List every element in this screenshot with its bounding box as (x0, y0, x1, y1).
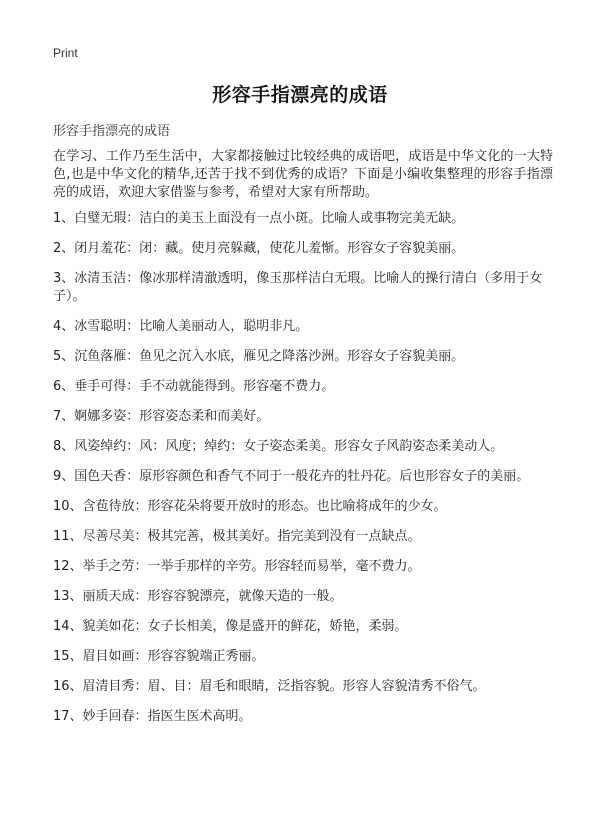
list-item: 13、丽质天成：形容容貌漂亮，就像天造的一般。 (53, 589, 343, 604)
list-item: 9、国色天香：原形容颜色和香气不同于一般花卉的牡丹花。后也形容女子的美丽。 (53, 469, 530, 484)
list-item: 1、白璧无瑕：洁白的美玉上面没有一点小斑。比喻人或事物完美无缺。 (53, 211, 465, 226)
list-item: 11、尽善尽美：极其完善，极其美好。指完美到没有一点缺点。 (53, 529, 421, 544)
list-item: 8、风姿绰约：风：风度；绰约：女子姿态柔美。形容女子风韵姿态柔美动人。 (53, 439, 504, 454)
list-item: 12、举手之劳：一举手那样的辛劳。形容轻而易举，毫不费力。 (53, 559, 421, 574)
print-link[interactable]: Print (53, 46, 78, 60)
list-item: 14、貌美如花：女子长相美，像是盛开的鲜花，娇艳，柔弱。 (53, 619, 408, 634)
page-subtitle: 形容手指漂亮的成语 (53, 124, 171, 139)
page-title: 形容手指漂亮的成语 (212, 84, 388, 106)
idiom-list (53, 210, 553, 726)
list-item: 4、冰雪聪明：比喻人美丽动人，聪明非凡。 (53, 319, 309, 334)
list-item: 10、含苞待放：形容花朵将要开放时的形态。也比喻将成年的少女。 (53, 499, 447, 514)
list-item: 17、妙手回春：指医生医术高明。 (53, 709, 252, 724)
list-item: 5、沉鱼落雁：鱼见之沉入水底，雁见之降落沙洲。形容女子容貌美丽。 (53, 349, 465, 364)
list-item: 6、垂手可得：手不动就能得到。形容毫不费力。 (53, 379, 335, 394)
list-item: 16、眉清目秀：眉、目：眉毛和眼睛，泛指容貌。形容人容貌清秀不俗气。 (53, 679, 486, 694)
list-item: 15、眉目如画：形容容貌端正秀丽。 (53, 649, 265, 664)
list-item: 2、闭月羞花：闭：藏。使月亮躲藏，使花儿羞惭。形容女子容貌美丽。 (53, 241, 465, 256)
intro-paragraph: 在学习、工作乃至生活中，大家都接触过比较经典的成语吧，成语是中华文化的一大特色,也是中华文化的精华,还苦于找不到优秀的成语？下面是小编收集整理的形容手指漂亮的成语，欢迎大家借鉴与参考，希望对大家有所帮助。 (53, 149, 553, 200)
list-item: 3、冰清玉洁：像冰那样清澈透明，像玉那样洁白无瑕。比喻人的操行清白（多用于女子）。 (53, 271, 543, 304)
list-item: 7、婀娜多姿：形容姿态柔和而美好。 (53, 409, 270, 424)
